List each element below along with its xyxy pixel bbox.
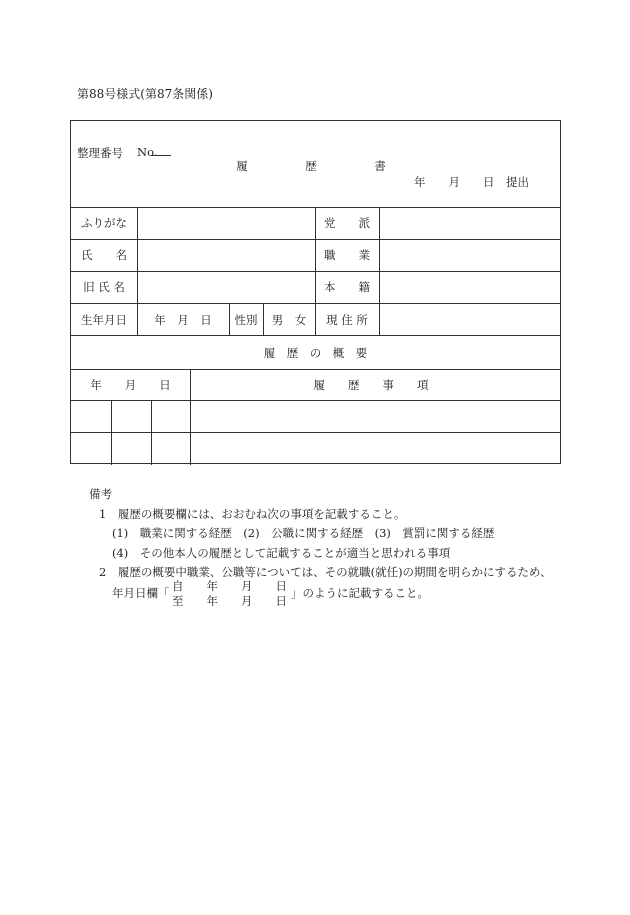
no-underline (151, 155, 171, 156)
shimei-label: 氏 名 (81, 248, 127, 262)
col-divider (151, 400, 152, 465)
note-2-to: 至 年 月 日 (172, 594, 287, 608)
summary-col-items: 履 歴 事 項 (313, 378, 429, 392)
summary-title: 履 歴 の 概 要 (263, 346, 368, 360)
kyuushimei-label: 旧 氏 名 (83, 280, 125, 294)
genjuusho-label: 現 住 所 (326, 313, 368, 327)
note-1-a: (1) 職業に関する経歴 (2) 公職に関する経歴 (3) 賞罰に関する経歴 (112, 526, 495, 540)
birth-date-field: 年 月 日 (154, 313, 212, 327)
honseki-label: 本 籍 (324, 280, 370, 294)
col-divider (379, 207, 380, 335)
date-submitted-line: 年 月 日 提出 (414, 175, 529, 189)
seiri-bango-label: 整理番号 (77, 146, 123, 160)
seibetsu-label: 性別 (234, 313, 258, 327)
row-divider (71, 432, 560, 433)
row-divider (71, 369, 560, 370)
row-divider (71, 400, 560, 401)
summary-col-date: 年 月 日 (90, 378, 171, 392)
notes-heading: 備考 (89, 487, 112, 501)
seinengappi-label: 生年月日 (81, 313, 127, 327)
note-2-prefix: 年月日欄「 (112, 586, 170, 600)
row-divider (71, 335, 560, 336)
note-2-from: 自 年 月 日 (172, 579, 287, 593)
touha-label: 党 派 (324, 216, 370, 230)
col-divider (190, 369, 191, 465)
furigana-label: ふりがな (81, 216, 127, 230)
gender-options: 男 女 (271, 313, 307, 327)
shokugyou-label: 職 業 (324, 248, 370, 262)
note-2-suffix: 」のように記載すること。 (291, 586, 429, 600)
resume-form (70, 120, 561, 464)
note-2: 2 履歴の概要中職業、公職等については、その就職(就任)の期間を明らかにするため、 (99, 565, 552, 579)
note-1: 1 履歴の概要欄には、おおむね次の事項を記載すること。 (99, 507, 406, 521)
col-divider (111, 400, 112, 465)
no-label: No. (137, 145, 158, 159)
note-1-b: (4) その他本人の履歴として記載することが適当と思われる事項 (112, 546, 451, 560)
form-title: 第88号様式(第87条関係) (77, 87, 213, 101)
doc-title: 履 歴 書 (236, 159, 386, 173)
